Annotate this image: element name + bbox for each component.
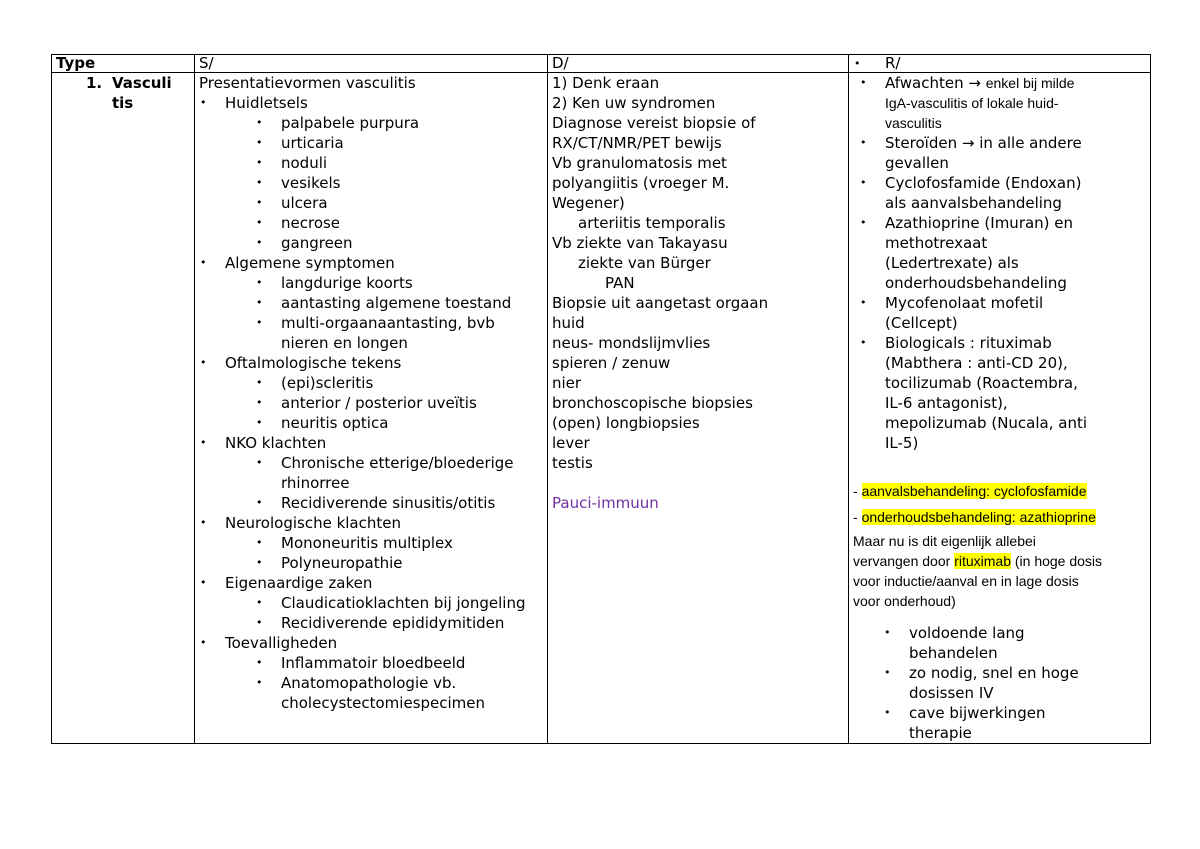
s-item: • Inflammatoir bloedbeeld <box>225 653 543 673</box>
r-text: Azathioprine (Imuran) en <box>885 214 1074 232</box>
s-group-label: Algemene symptomen <box>225 254 395 272</box>
cell-r <box>849 73 1151 744</box>
r-note-dash: - <box>853 509 862 525</box>
s-item: • Mononeuritis multiplex <box>225 533 543 553</box>
s-group-label: Neurologische klachten <box>225 514 401 532</box>
r-item-aza <box>859 213 1146 293</box>
d-line: nier <box>552 374 582 392</box>
r-item-wait <box>859 73 1146 133</box>
arrow-right-icon: → <box>968 74 981 92</box>
d-line: 1) Denk eraan <box>552 74 660 92</box>
s-group-label: Eigenaardige zaken <box>225 574 373 592</box>
d-line: spieren / zenuw <box>552 354 671 372</box>
s-item: • gangreen <box>225 233 543 253</box>
d-line: Diagnose vereist biopsie of <box>552 114 756 132</box>
s-item: • anterior / posterior uveïtis <box>225 393 543 413</box>
s-group <box>199 433 543 513</box>
r-final-item <box>853 703 1146 743</box>
r-note-paragraph <box>853 531 1146 611</box>
s-item: • Recidiverende sinusitis/otitis <box>225 493 543 513</box>
d-line: RX/CT/NMR/PET bewijs <box>552 134 722 152</box>
table-row-vasculitis <box>52 73 1151 744</box>
r-final-line: voldoende lang <box>909 624 1025 642</box>
r-final-item <box>853 663 1146 703</box>
s-intro: Presentatievormen vasculitis <box>199 74 416 92</box>
r-text: Cyclofosfamide (Endoxan) <box>885 174 1082 192</box>
r-text: (Mabthera : anti-CD 20), <box>885 354 1068 372</box>
cell-d <box>548 73 849 744</box>
r-note-line: Maar nu is dit eigenlijk allebei <box>853 533 1036 549</box>
type-label-line1: Vasculi <box>112 74 172 92</box>
r-note-highlight: onderhoudsbehandeling: azathioprine <box>861 509 1096 525</box>
r-text: (Cellcept) <box>885 314 958 332</box>
r-note-highlight: aanvalsbehandeling: cyclofosfamide <box>861 483 1087 499</box>
s-group <box>199 513 543 573</box>
s-group <box>199 93 543 253</box>
s-item-line2: cholecystectomiespecimen <box>281 694 486 712</box>
s-item-line1: Anatomopathologie vb. <box>281 674 457 692</box>
s-item: • noduli <box>225 153 543 173</box>
s-group-list <box>199 93 543 713</box>
d-line: 2) Ken uw syndromen <box>552 94 716 112</box>
r-text: mepolizumab (Nucala, anti <box>885 414 1088 432</box>
r-text: als aanvalsbehandeling <box>885 194 1062 212</box>
s-group <box>199 353 543 433</box>
r-steroid-detail: gevallen <box>885 154 949 172</box>
r-wait-detail: enkel bij milde <box>985 75 1075 91</box>
s-group <box>199 633 543 713</box>
r-text: IL-6 antagonist), <box>885 394 1008 412</box>
r-item-cyclo <box>859 173 1146 213</box>
s-item-line2: nieren en longen <box>281 334 408 352</box>
r-text: onderhoudsbehandeling <box>885 274 1067 292</box>
r-steroid-label: Steroïden <box>885 134 958 152</box>
table-header-row <box>52 55 1151 73</box>
s-group-label: Toevalligheden <box>225 634 338 652</box>
r-note-attack <box>853 481 1146 501</box>
r-text: (Ledertrexate) als <box>885 254 1019 272</box>
r-note-line: (in hoge dosis <box>1010 553 1103 569</box>
r-item-steroids <box>859 133 1146 173</box>
d-line: Vb granulomatosis met <box>552 154 727 172</box>
r-wait-label: Afwachten <box>885 74 964 92</box>
r-note-maintenance <box>853 507 1146 527</box>
r-note-highlight: rituximab <box>954 553 1011 569</box>
s-item: • urticaria <box>225 133 543 153</box>
d-line: neus- mondslijmvlies <box>552 334 711 352</box>
r-final-line: behandelen <box>909 644 998 662</box>
s-item-line1: Chronische etterige/bloederige <box>281 454 514 472</box>
s-item: • aantasting algemene toestand <box>225 293 543 313</box>
s-item-line2: rhinorree <box>281 474 350 492</box>
d-line: arteriitis temporalis <box>578 214 726 232</box>
s-item: • neuritis optica <box>225 413 543 433</box>
vasculitis-table <box>51 54 1151 744</box>
r-steroid-detail: in alle andere <box>979 134 1082 152</box>
r-wait-detail: vasculitis <box>885 115 942 131</box>
r-final-line: dosissen IV <box>909 684 994 702</box>
cell-type <box>52 73 195 744</box>
d-line: Wegener) <box>552 194 625 212</box>
d-line: huid <box>552 314 585 332</box>
r-note-dash: - <box>853 483 862 499</box>
r-final-line: cave bijwerkingen <box>909 704 1046 722</box>
r-wait-detail: IgA-vasculitis of lokale huid- <box>885 95 1059 111</box>
d-line: testis <box>552 454 593 472</box>
r-note-line: vervangen door <box>853 553 955 569</box>
s-group-label: Oftalmologische tekens <box>225 354 402 372</box>
s-item: • langdurige koorts <box>225 273 543 293</box>
s-item: • (epi)scleritis <box>225 373 543 393</box>
r-final-line: zo nodig, snel en hoge <box>909 664 1079 682</box>
d-line: ziekte van Bürger <box>578 254 711 272</box>
d-line: lever <box>552 434 590 452</box>
r-item-myco <box>859 293 1146 333</box>
r-final-line: therapie <box>909 724 972 742</box>
d-line: PAN <box>605 274 635 292</box>
header-r-item: • R/ <box>853 55 1146 72</box>
type-label-line2: tis <box>112 94 134 112</box>
d-line: bronchoscopische biopsies <box>552 394 753 412</box>
s-item: • Polyneuropathie <box>225 553 543 573</box>
r-text: tocilizumab (Roactembra, <box>885 374 1078 392</box>
s-group-label: Huidletsels <box>225 94 308 112</box>
s-item: • palpabele purpura <box>225 113 543 133</box>
r-note-line: voor inductie/aanval en in lage dosis <box>853 573 1079 589</box>
header-d: D/ <box>548 55 849 73</box>
r-treatment-list <box>853 73 1146 453</box>
r-final-list <box>853 623 1146 743</box>
r-note-line: voor onderhoud) <box>853 593 956 609</box>
header-type: Type <box>52 55 195 73</box>
d-line: Biopsie uit aangetast orgaan <box>552 294 769 312</box>
arrow-right-icon: → <box>961 134 975 152</box>
header-s: S/ <box>195 55 548 73</box>
s-item <box>225 673 543 713</box>
r-final-item <box>853 623 1146 663</box>
cell-s <box>195 73 548 744</box>
s-group <box>199 253 543 353</box>
s-item: • vesikels <box>225 173 543 193</box>
s-item: • Recidiverende epididymitiden <box>225 613 543 633</box>
s-item <box>225 453 543 493</box>
d-line: (open) longbiopsies <box>552 414 700 432</box>
d-line: Vb ziekte van Takayasu <box>552 234 728 252</box>
header-r <box>849 55 1151 73</box>
r-item-biologicals <box>859 333 1146 453</box>
pauci-immuun-label: Pauci-immuun <box>552 494 659 512</box>
d-line: polyangiitis (vroeger M. <box>552 174 730 192</box>
s-item: • ulcera <box>225 193 543 213</box>
s-item <box>225 313 543 353</box>
type-number: 1. <box>86 74 103 92</box>
s-item-line1: multi-orgaanaantasting, bvb <box>281 314 495 332</box>
r-text: IL-5) <box>885 434 919 452</box>
s-group-label: NKO klachten <box>225 434 327 452</box>
s-item: • necrose <box>225 213 543 233</box>
r-text: Mycofenolaat mofetil <box>885 294 1044 312</box>
r-text: Biologicals : rituximab <box>885 334 1052 352</box>
s-group <box>199 573 543 633</box>
s-item: • Claudicatioklachten bij jongeling <box>225 593 543 613</box>
r-text: methotrexaat <box>885 234 988 252</box>
